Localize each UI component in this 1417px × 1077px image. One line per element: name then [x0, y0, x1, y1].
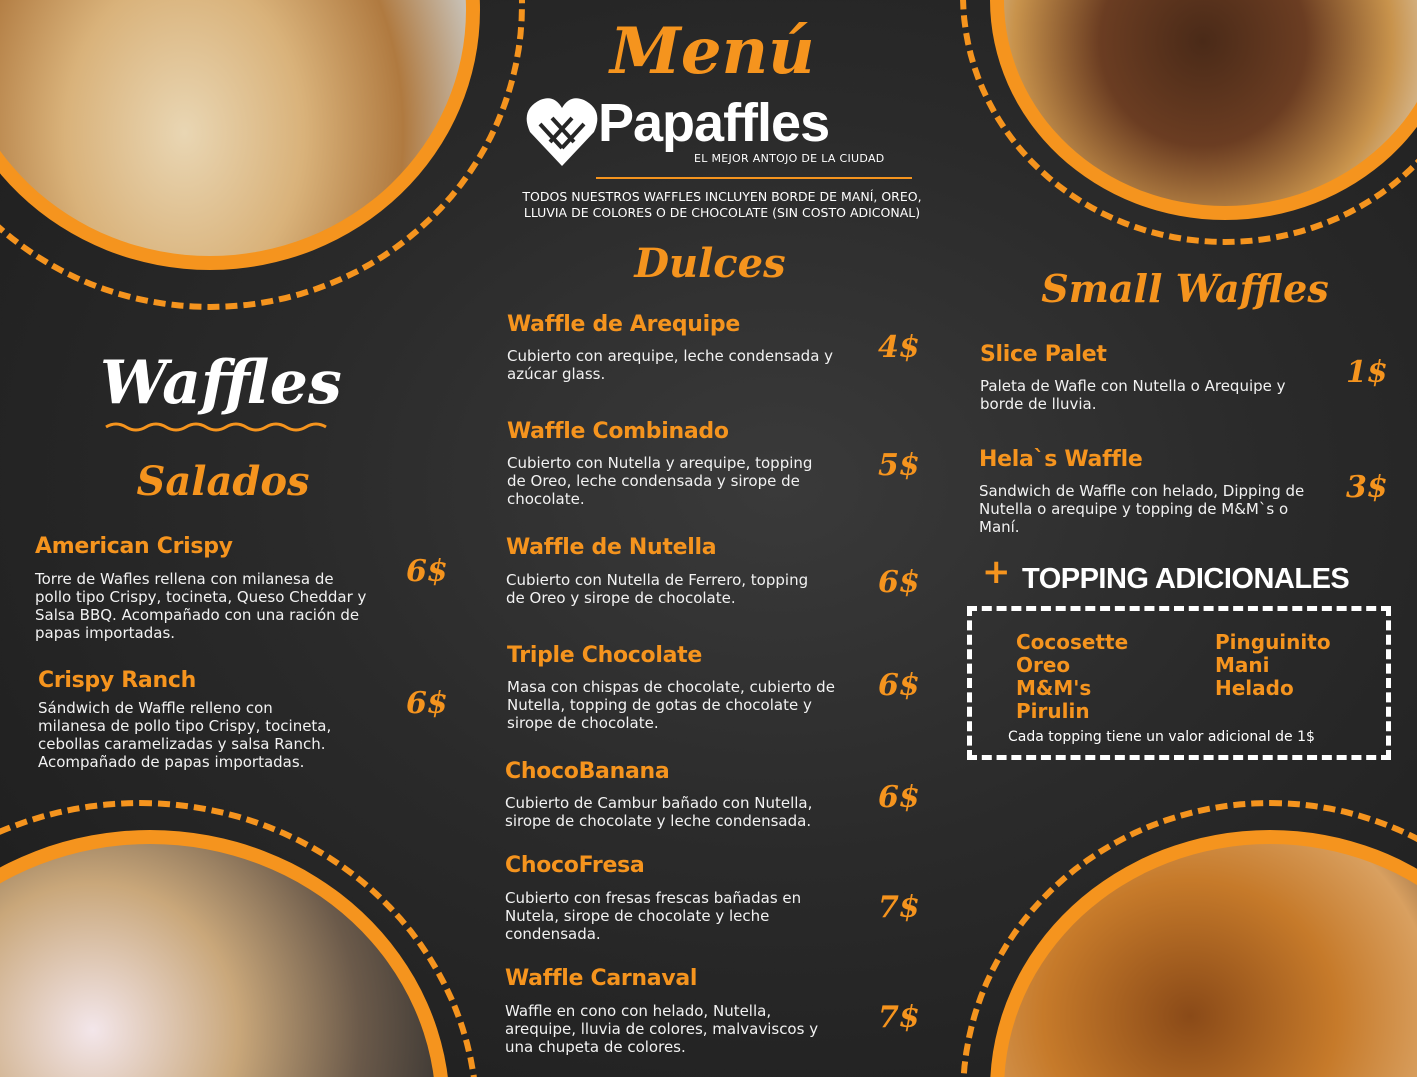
item-description: Sandwich de Waffle con helado, Dipping de Nutella o arequipe y topping de M&M`s o Maní.: [979, 482, 1305, 536]
topping-item: Cocosette: [1016, 630, 1129, 654]
item-description: Cubierto con arequipe, leche condensada y azúcar glass.: [507, 347, 834, 383]
item-description: Cubierto con Nutella y arequipe, topping de Oreo, leche condensada y sirope de chocolate.: [507, 454, 813, 508]
menu-title: Menú: [610, 14, 815, 89]
item-description: Masa con chispas de chocolate, cubierto de Nutella, topping de gotas de chocolate y sirope de chocolate.: [507, 678, 835, 732]
item-price: 6$: [878, 668, 920, 703]
topping-item: Pinguinito: [1215, 630, 1331, 654]
item-title: Waffle Combinado: [507, 419, 729, 444]
plus-icon: +: [982, 552, 1011, 592]
item-description: Cubierto con Nutella de Ferrero, topping de Oreo y sirope de chocolate.: [506, 571, 809, 607]
item-price: 7$: [878, 1000, 920, 1035]
item-price: 6$: [406, 554, 448, 589]
topping-item: M&M's: [1016, 676, 1092, 700]
dulces-heading: Dulces: [634, 240, 786, 287]
item-title: Crispy Ranch: [38, 668, 196, 693]
toppings-note: Cada topping tiene un valor adicional de 1$: [1008, 729, 1315, 745]
item-title: ChocoFresa: [505, 853, 645, 878]
caramel-waffle-photo: [990, 830, 1417, 1077]
item-title: Waffle de Arequipe: [507, 312, 740, 337]
topping-item: Pirulin: [1016, 699, 1090, 723]
item-title: Triple Chocolate: [507, 643, 702, 668]
topping-item: Mani: [1215, 653, 1270, 677]
item-description: Sándwich de Waffle relleno con milanesa de pollo tipo Crispy, tocineta, cebollas caramelizadas y salsa Ranch. Acompañado de papas importadas.: [38, 699, 332, 771]
wavy-underline: [104, 420, 334, 434]
toppings-column-1: [1016, 631, 1128, 723]
item-description: Cubierto con fresas frescas bañadas en Nutela, sirope de chocolate y leche condensada.: [505, 889, 802, 943]
item-description: Torre de Wafles rellena con milanesa de pollo tipo Crispy, tocineta, Queso Cheddar y Salsa BBQ. Acompañado con una ración de papas importadas.: [35, 570, 367, 642]
item-price: 1$: [1346, 355, 1388, 390]
salados-heading: Salados: [136, 458, 310, 505]
toppings-title: TOPPING ADICIONALES: [1022, 563, 1350, 595]
item-title: Slice Palet: [980, 342, 1107, 367]
topping-item: Helado: [1215, 676, 1294, 700]
topping-item: Oreo: [1016, 653, 1071, 677]
item-price: 7$: [878, 890, 920, 925]
brand-logo: [526, 94, 896, 176]
notice-text: TODOS NUESTROS WAFFLES INCLUYEN BORDE DE MANÍ, OREO, LLUVIA DE COLORES O DE CHOCOLATE (SIN COSTO ADICONAL): [522, 189, 922, 220]
toppings-column-2: [1215, 631, 1331, 700]
item-price: 4$: [878, 330, 920, 365]
item-description: Paleta de Wafle con Nutella o Arequipe y borde de lluvia.: [980, 377, 1286, 413]
item-title: Hela`s Waffle: [979, 447, 1143, 472]
item-price: 5$: [878, 448, 920, 483]
toppings-box: [967, 606, 1391, 760]
item-price: 3$: [1346, 470, 1388, 505]
item-description: Cubierto de Cambur bañado con Nutella, sirope de chocolate y leche condensada.: [505, 794, 813, 830]
brand-name: Papaffles: [598, 93, 830, 153]
brand-tagline: EL MEJOR ANTOJO DE LA CIUDAD: [694, 152, 885, 165]
item-price: 6$: [878, 565, 920, 600]
item-title: Waffle de Nutella: [506, 535, 717, 560]
small-waffles-heading: Small Waffles: [1041, 266, 1329, 311]
item-price: 6$: [406, 686, 448, 721]
heart-lattice-icon: [526, 94, 598, 168]
item-title: American Crispy: [35, 534, 233, 559]
item-price: 6$: [878, 780, 920, 815]
item-description: Waffle en cono con helado, Nutella, arequipe, lluvia de colores, malvaviscos y una chupeta de colores.: [505, 1002, 819, 1056]
item-title: ChocoBanana: [505, 759, 670, 784]
header-divider: [596, 177, 912, 179]
waffle-cone-carnaval-photo: [0, 830, 450, 1077]
item-title: Waffle Carnaval: [505, 966, 698, 991]
waffles-heading: Waffles: [100, 348, 342, 418]
